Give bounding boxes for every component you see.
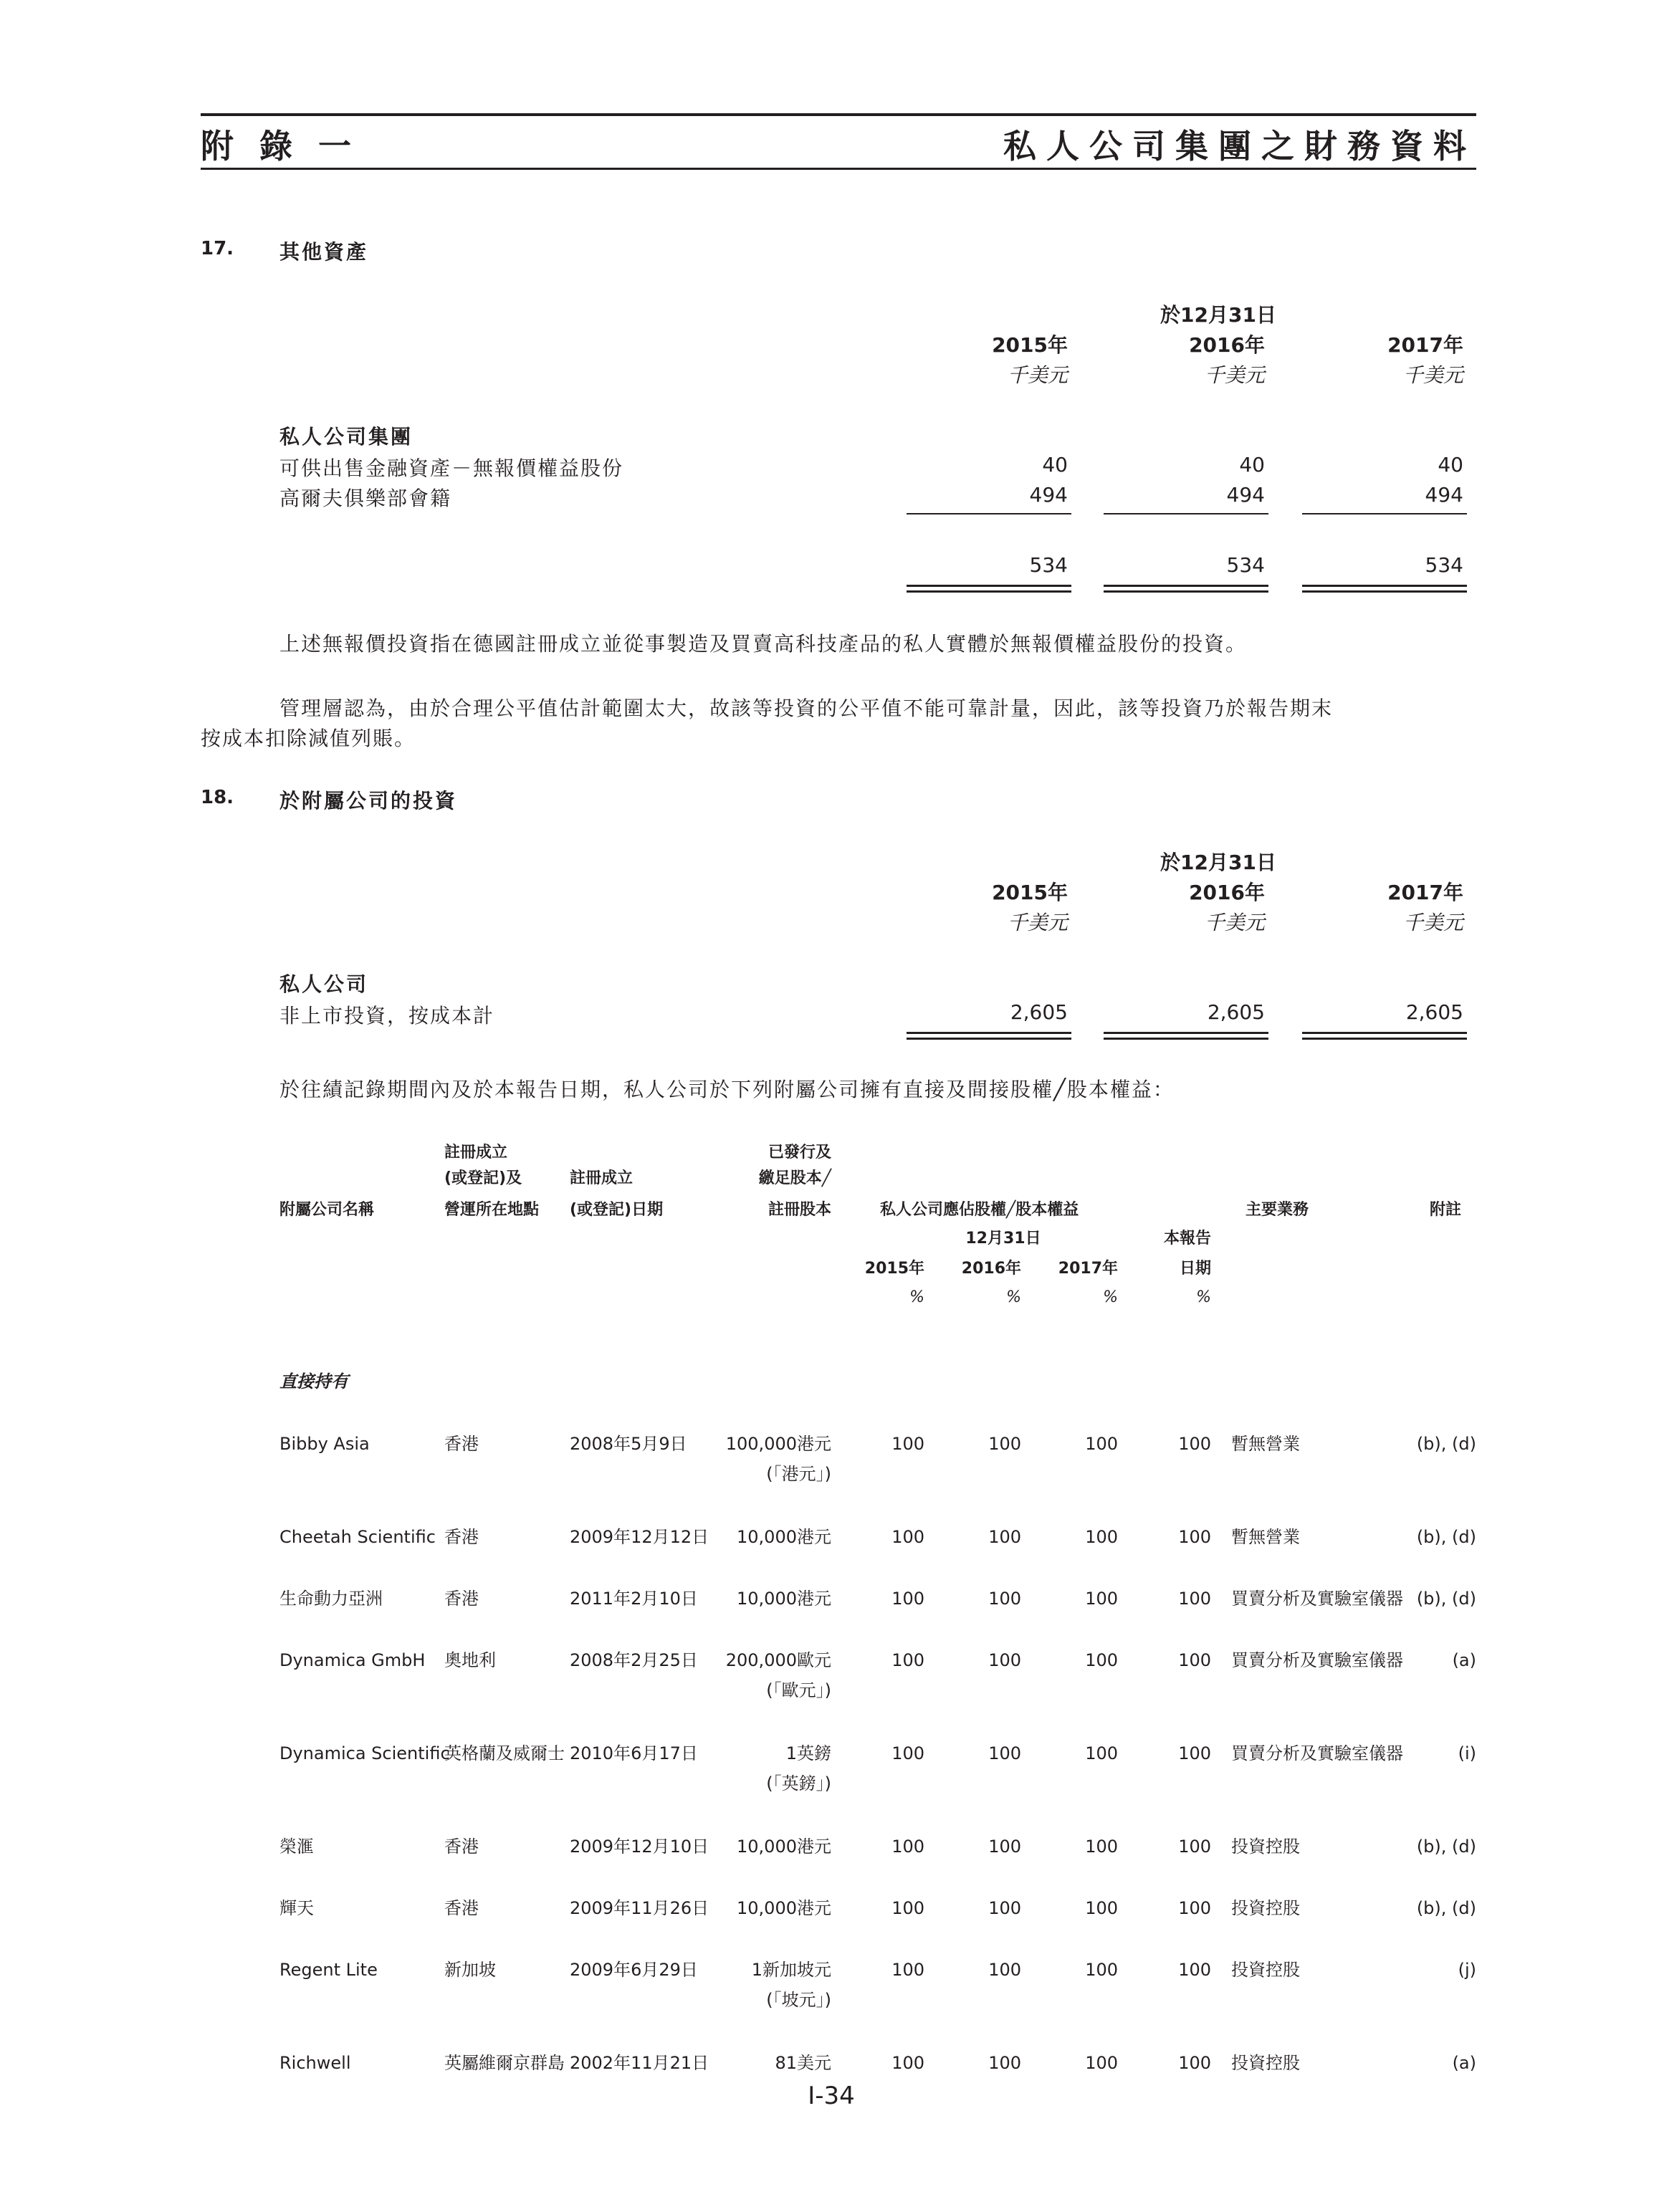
subsidiary-name: 榮滙 bbox=[279, 1837, 314, 1857]
interest-2015: 100 bbox=[891, 1650, 924, 1670]
s17-row-label: 高爾夫俱樂部會籍 bbox=[279, 487, 452, 510]
s17-subtotal-rule bbox=[1302, 513, 1467, 514]
interest-2016: 100 bbox=[988, 1650, 1021, 1670]
interest-2016: 100 bbox=[988, 1898, 1021, 1918]
s17-value: 494 bbox=[1425, 483, 1463, 507]
subsidiary-name: Dynamica Scientific bbox=[279, 1743, 450, 1763]
subsidiary-capital: 81美元 bbox=[775, 2053, 831, 2073]
s17-unit-2015: 千美元 bbox=[1007, 363, 1068, 387]
subsidiary-name: Bibby Asia bbox=[279, 1434, 370, 1454]
page-number: I-34 bbox=[808, 2082, 855, 2110]
col-report-header-line2: 日期 bbox=[1179, 1260, 1211, 1278]
subsidiary-capital-currency: (「港元」) bbox=[766, 1464, 831, 1484]
s18-year-2016: 2016年 bbox=[1189, 881, 1265, 904]
interest-report-date: 100 bbox=[1178, 1589, 1211, 1609]
s18-unit-2017: 千美元 bbox=[1402, 911, 1463, 934]
col-place-header-line1: 註冊成立 bbox=[444, 1144, 508, 1162]
principal-activity: 買賣分析及實驗室儀器 bbox=[1231, 1743, 1403, 1763]
s17-value: 494 bbox=[1226, 483, 1265, 507]
s17-subtotal-rule bbox=[1104, 513, 1268, 514]
subsidiary-capital: 10,000港元 bbox=[737, 1898, 831, 1918]
s18-value: 2,605 bbox=[1405, 1000, 1463, 1024]
s17-total-double-rule bbox=[1104, 585, 1268, 593]
subsidiary-incorporation-date: 2008年5月9日 bbox=[570, 1434, 687, 1454]
col-place-header-line2: (或登記)及 bbox=[444, 1169, 522, 1187]
interest-2016: 100 bbox=[988, 1434, 1021, 1454]
col-capital-header-line1: 已發行及 bbox=[768, 1144, 831, 1162]
s17-unit-2017: 千美元 bbox=[1402, 363, 1463, 387]
subsidiary-incorporation-date: 2009年12月12日 bbox=[570, 1527, 709, 1547]
subsidiary-capital: 10,000港元 bbox=[737, 1837, 831, 1857]
s18-intro-paragraph: 於往績記錄期間內及於本報告日期，私人公司於下列附屬公司擁有直接及間接股權╱股本權益： bbox=[279, 1078, 1175, 1101]
col-2015-pct: % bbox=[909, 1288, 924, 1306]
principal-activity: 暫無營業 bbox=[1231, 1527, 1300, 1547]
subsidiary-incorporation-date: 2009年11月26日 bbox=[570, 1898, 709, 1918]
s17-year-2016: 2016年 bbox=[1189, 333, 1265, 357]
section-18-title: 於附屬公司的投資 bbox=[279, 789, 458, 813]
s18-unit-2015: 千美元 bbox=[1007, 911, 1068, 934]
s17-paragraph-2-line-2: 按成本扣除減值列賬。 bbox=[201, 727, 416, 750]
subsidiary-notes: (b), (d) bbox=[1416, 1589, 1476, 1609]
header-rule-top bbox=[201, 113, 1476, 116]
s18-year-2017: 2017年 bbox=[1387, 881, 1463, 904]
s18-group-label: 私人公司 bbox=[279, 972, 369, 996]
s17-group-label: 私人公司集團 bbox=[279, 425, 413, 449]
s17-value: 40 bbox=[1042, 453, 1068, 477]
subsidiary-incorporation-date: 2008年2月25日 bbox=[570, 1650, 698, 1670]
subsidiary-place: 香港 bbox=[444, 1898, 479, 1918]
interest-2016: 100 bbox=[988, 1527, 1021, 1547]
interest-2015: 100 bbox=[891, 1960, 924, 1980]
interest-report-date: 100 bbox=[1178, 1960, 1211, 1980]
interest-2017: 100 bbox=[1085, 1743, 1118, 1763]
principal-activity: 投資控股 bbox=[1231, 1898, 1300, 1918]
s17-total-double-rule bbox=[1302, 585, 1467, 593]
subsidiary-place: 香港 bbox=[444, 1837, 479, 1857]
s17-subtotal-rule bbox=[907, 513, 1071, 514]
col-name-header: 附屬公司名稱 bbox=[279, 1201, 375, 1219]
subsidiary-place: 香港 bbox=[444, 1589, 479, 1609]
interest-2017: 100 bbox=[1085, 1527, 1118, 1547]
col-date-header-line2: (或登記)日期 bbox=[570, 1201, 664, 1219]
s17-row-label: 可供出售金融資產－無報價權益股份 bbox=[279, 456, 624, 480]
subsidiary-capital: 200,000歐元 bbox=[725, 1650, 831, 1670]
s17-value: 40 bbox=[1239, 453, 1265, 477]
interest-report-date: 100 bbox=[1178, 2053, 1211, 2073]
s17-total: 534 bbox=[1226, 553, 1265, 577]
subsidiary-notes: (b), (d) bbox=[1416, 1898, 1476, 1918]
interest-2015: 100 bbox=[891, 2053, 924, 2073]
interest-2015: 100 bbox=[891, 1837, 924, 1857]
s18-value: 2,605 bbox=[1010, 1000, 1068, 1024]
interest-2015: 100 bbox=[891, 1527, 924, 1547]
subsidiary-name: Dynamica GmbH bbox=[279, 1650, 426, 1670]
s17-total-double-rule bbox=[907, 585, 1071, 593]
interest-2016: 100 bbox=[988, 2053, 1021, 2073]
subsidiary-name: Regent Lite bbox=[279, 1960, 378, 1980]
s17-paragraph-2-line-1: 管理層認為，由於合理公平值估計範圍太大，故該等投資的公平值不能可靠計量，因此，該等投資乃於報告期末 bbox=[279, 696, 1334, 720]
s17-year-2015: 2015年 bbox=[992, 333, 1068, 357]
s18-row-label: 非上市投資，按成本計 bbox=[279, 1004, 495, 1028]
direct-holding-label: 直接持有 bbox=[279, 1371, 348, 1392]
subsidiary-notes: (a) bbox=[1452, 1650, 1476, 1670]
s17-paragraph-1: 上述無報價投資指在德國註冊成立並從事製造及買賣高科技產品的私人實體於無報價權益股份的投資。 bbox=[279, 632, 1248, 656]
interest-2016: 100 bbox=[988, 1960, 1021, 1980]
s17-value: 40 bbox=[1438, 453, 1463, 477]
col-2017-header: 2017年 bbox=[1058, 1260, 1118, 1278]
interest-report-date: 100 bbox=[1178, 1837, 1211, 1857]
s17-year-2017: 2017年 bbox=[1387, 333, 1463, 357]
subsidiary-notes: (j) bbox=[1458, 1960, 1476, 1980]
subsidiary-capital-currency: (「坡元」) bbox=[766, 1990, 831, 2010]
section-18-number: 18. bbox=[201, 787, 234, 808]
section-17-number: 17. bbox=[201, 238, 234, 259]
col-date-header-line1: 註冊成立 bbox=[570, 1169, 634, 1187]
principal-activity: 暫無營業 bbox=[1231, 1434, 1300, 1454]
interest-2015: 100 bbox=[891, 1589, 924, 1609]
subsidiary-incorporation-date: 2009年12月10日 bbox=[570, 1837, 709, 1857]
col-capital-header-line2: 繳足股本╱ bbox=[758, 1169, 831, 1187]
subsidiary-capital: 1新加坡元 bbox=[751, 1960, 831, 1980]
col-notes-header: 附註 bbox=[1430, 1201, 1462, 1219]
interest-2015: 100 bbox=[891, 1434, 924, 1454]
s17-date-header: 於12月31日 bbox=[1160, 303, 1276, 327]
subsidiary-name: Cheetah Scientific bbox=[279, 1527, 436, 1547]
subsidiary-place: 新加坡 bbox=[444, 1960, 496, 1980]
s17-value: 494 bbox=[1029, 483, 1068, 507]
subsidiary-place: 英屬維爾京群島 bbox=[444, 2053, 565, 2073]
subsidiary-incorporation-date: 2002年11月21日 bbox=[570, 2053, 709, 2073]
interest-2017: 100 bbox=[1085, 1960, 1118, 1980]
subsidiary-capital: 10,000港元 bbox=[737, 1527, 831, 1547]
principal-activity: 投資控股 bbox=[1231, 2053, 1300, 2073]
col-2016-header: 2016年 bbox=[961, 1260, 1021, 1278]
s18-total-double-rule bbox=[1104, 1032, 1268, 1040]
subsidiary-notes: (b), (d) bbox=[1416, 1837, 1476, 1857]
col-business-header: 主要業務 bbox=[1246, 1201, 1309, 1219]
interest-2017: 100 bbox=[1085, 1837, 1118, 1857]
col-capital-header-line3: 註冊股本 bbox=[768, 1201, 831, 1219]
subsidiary-place: 香港 bbox=[444, 1527, 479, 1547]
subsidiary-name: Richwell bbox=[279, 2053, 351, 2073]
principal-activity: 買賣分析及實驗室儀器 bbox=[1231, 1589, 1403, 1609]
header-rule-bottom bbox=[201, 168, 1476, 170]
interest-2017: 100 bbox=[1085, 1650, 1118, 1670]
s18-date-header: 於12月31日 bbox=[1160, 851, 1276, 874]
interest-2017: 100 bbox=[1085, 1589, 1118, 1609]
appendix-label: 附 錄 一 bbox=[201, 127, 359, 166]
subsidiary-incorporation-date: 2009年6月29日 bbox=[570, 1960, 698, 1980]
subsidiary-place: 英格蘭及威爾士 bbox=[444, 1743, 565, 1763]
principal-activity: 投資控股 bbox=[1231, 1837, 1300, 1857]
subsidiary-name: 生命動力亞洲 bbox=[279, 1589, 383, 1609]
interest-2017: 100 bbox=[1085, 1898, 1118, 1918]
subsidiary-place: 奧地利 bbox=[444, 1650, 496, 1670]
subsidiary-capital: 10,000港元 bbox=[737, 1589, 831, 1609]
subsidiary-incorporation-date: 2011年2月10日 bbox=[570, 1589, 698, 1609]
s18-total-double-rule bbox=[907, 1032, 1071, 1040]
interest-report-date: 100 bbox=[1178, 1743, 1211, 1763]
col-dec31-header: 12月31日 bbox=[965, 1230, 1041, 1248]
col-interest-header: 私人公司應佔股權╱股本權益 bbox=[880, 1201, 1079, 1219]
subsidiary-notes: (b), (d) bbox=[1416, 1527, 1476, 1547]
subsidiary-notes: (b), (d) bbox=[1416, 1434, 1476, 1454]
interest-report-date: 100 bbox=[1178, 1527, 1211, 1547]
s18-total-double-rule bbox=[1302, 1032, 1467, 1040]
interest-2017: 100 bbox=[1085, 1434, 1118, 1454]
interest-2016: 100 bbox=[988, 1743, 1021, 1763]
interest-report-date: 100 bbox=[1178, 1434, 1211, 1454]
col-2015-header: 2015年 bbox=[864, 1260, 924, 1278]
subsidiary-capital-currency: (「歐元」) bbox=[766, 1680, 831, 1700]
interest-2016: 100 bbox=[988, 1837, 1021, 1857]
s18-unit-2016: 千美元 bbox=[1204, 911, 1265, 934]
principal-activity: 投資控股 bbox=[1231, 1960, 1300, 1980]
interest-report-date: 100 bbox=[1178, 1898, 1211, 1918]
subsidiary-capital-currency: (「英鎊」) bbox=[766, 1773, 831, 1794]
col-2017-pct: % bbox=[1103, 1288, 1118, 1306]
s17-unit-2016: 千美元 bbox=[1204, 363, 1265, 387]
col-place-header-line3: 營運所在地點 bbox=[444, 1201, 540, 1219]
interest-report-date: 100 bbox=[1178, 1650, 1211, 1670]
subsidiary-notes: (a) bbox=[1452, 2053, 1476, 2073]
subsidiary-capital: 1英鎊 bbox=[785, 1743, 831, 1763]
s17-total: 534 bbox=[1425, 553, 1463, 577]
subsidiary-place: 香港 bbox=[444, 1434, 479, 1454]
interest-2017: 100 bbox=[1085, 2053, 1118, 2073]
interest-2016: 100 bbox=[988, 1589, 1021, 1609]
subsidiary-notes: (i) bbox=[1458, 1743, 1476, 1763]
s17-total: 534 bbox=[1029, 553, 1068, 577]
col-2016-pct: % bbox=[1006, 1288, 1021, 1306]
interest-2015: 100 bbox=[891, 1743, 924, 1763]
subsidiary-incorporation-date: 2010年6月17日 bbox=[570, 1743, 698, 1763]
interest-2015: 100 bbox=[891, 1898, 924, 1918]
col-report-pct: % bbox=[1196, 1288, 1211, 1306]
s18-year-2015: 2015年 bbox=[992, 881, 1068, 904]
subsidiary-capital: 100,000港元 bbox=[725, 1434, 831, 1454]
principal-activity: 買賣分析及實驗室儀器 bbox=[1231, 1650, 1403, 1670]
subsidiary-name: 輝天 bbox=[279, 1898, 314, 1918]
col-report-header-line1: 本報告 bbox=[1163, 1230, 1211, 1248]
section-17-title: 其他資產 bbox=[279, 240, 369, 264]
s18-value: 2,605 bbox=[1207, 1000, 1265, 1024]
document-title: 私人公司集團之財務資料 bbox=[1003, 127, 1476, 166]
